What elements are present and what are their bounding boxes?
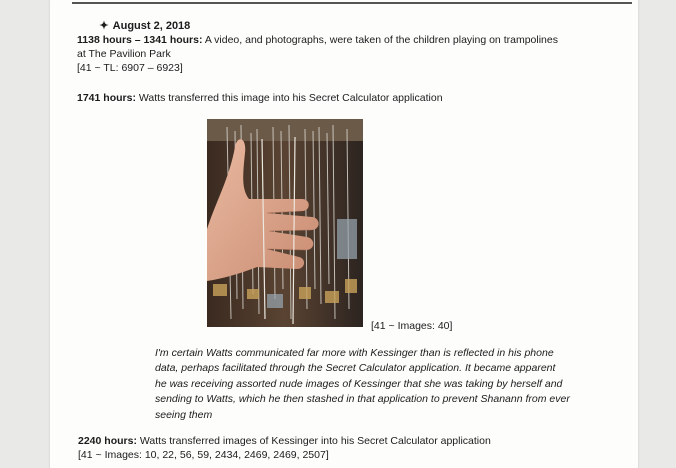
quote-line: data, perhaps facilitated through the Secret Calculator application. It became apparent — [155, 362, 556, 375]
author-commentary — [155, 346, 595, 423]
quote-line: he was receiving assorted nude images of Kessinger that she was taking by herself and — [155, 377, 563, 390]
star-bullet-icon: ✦ — [99, 20, 109, 32]
entry-2-time: 1741 hours: — [77, 92, 136, 104]
top-rule — [72, 2, 632, 4]
photo-caption: [41 ~ Images: 40] — [371, 320, 453, 332]
quote-line: sending to Watts, which he then stashed in that application to prevent Shanann from ever — [155, 393, 570, 406]
entry-3-time: 2240 hours: — [78, 435, 137, 447]
entry-1-ref: [41 ~ TL: 6907 – 6923] — [77, 62, 183, 74]
entry-date-text: August 2, 2018 — [112, 20, 191, 32]
entry-3-text: Watts transferred images of Kessinger into his Secret Calculator application — [136, 435, 491, 447]
evidence-photo — [207, 119, 363, 327]
entry-1-text: A video, and photographs, were taken of the children playing on trampolines — [202, 34, 558, 46]
quote-line: I'm certain Watts communicated far more with Kessinger than is reflected in his phone — [155, 347, 554, 359]
entry-1 — [77, 33, 558, 75]
entry-2-text: Watts transferred this image into his Secret Calculator application — [135, 92, 443, 104]
document-page — [50, 0, 638, 468]
entry-3 — [78, 434, 491, 462]
entry-date — [98, 19, 190, 33]
entry-1-time: 1138 hours – 1341 hours: — [77, 34, 203, 46]
entry-2 — [77, 91, 443, 105]
entry-3-ref: [41 ~ Images: 10, 22, 56, 59, 2434, 2469, 2469, 2507] — [78, 449, 329, 461]
entry-1-text-cont: at The Pavilion Park — [77, 48, 171, 60]
quote-line: seeing them — [155, 408, 213, 421]
